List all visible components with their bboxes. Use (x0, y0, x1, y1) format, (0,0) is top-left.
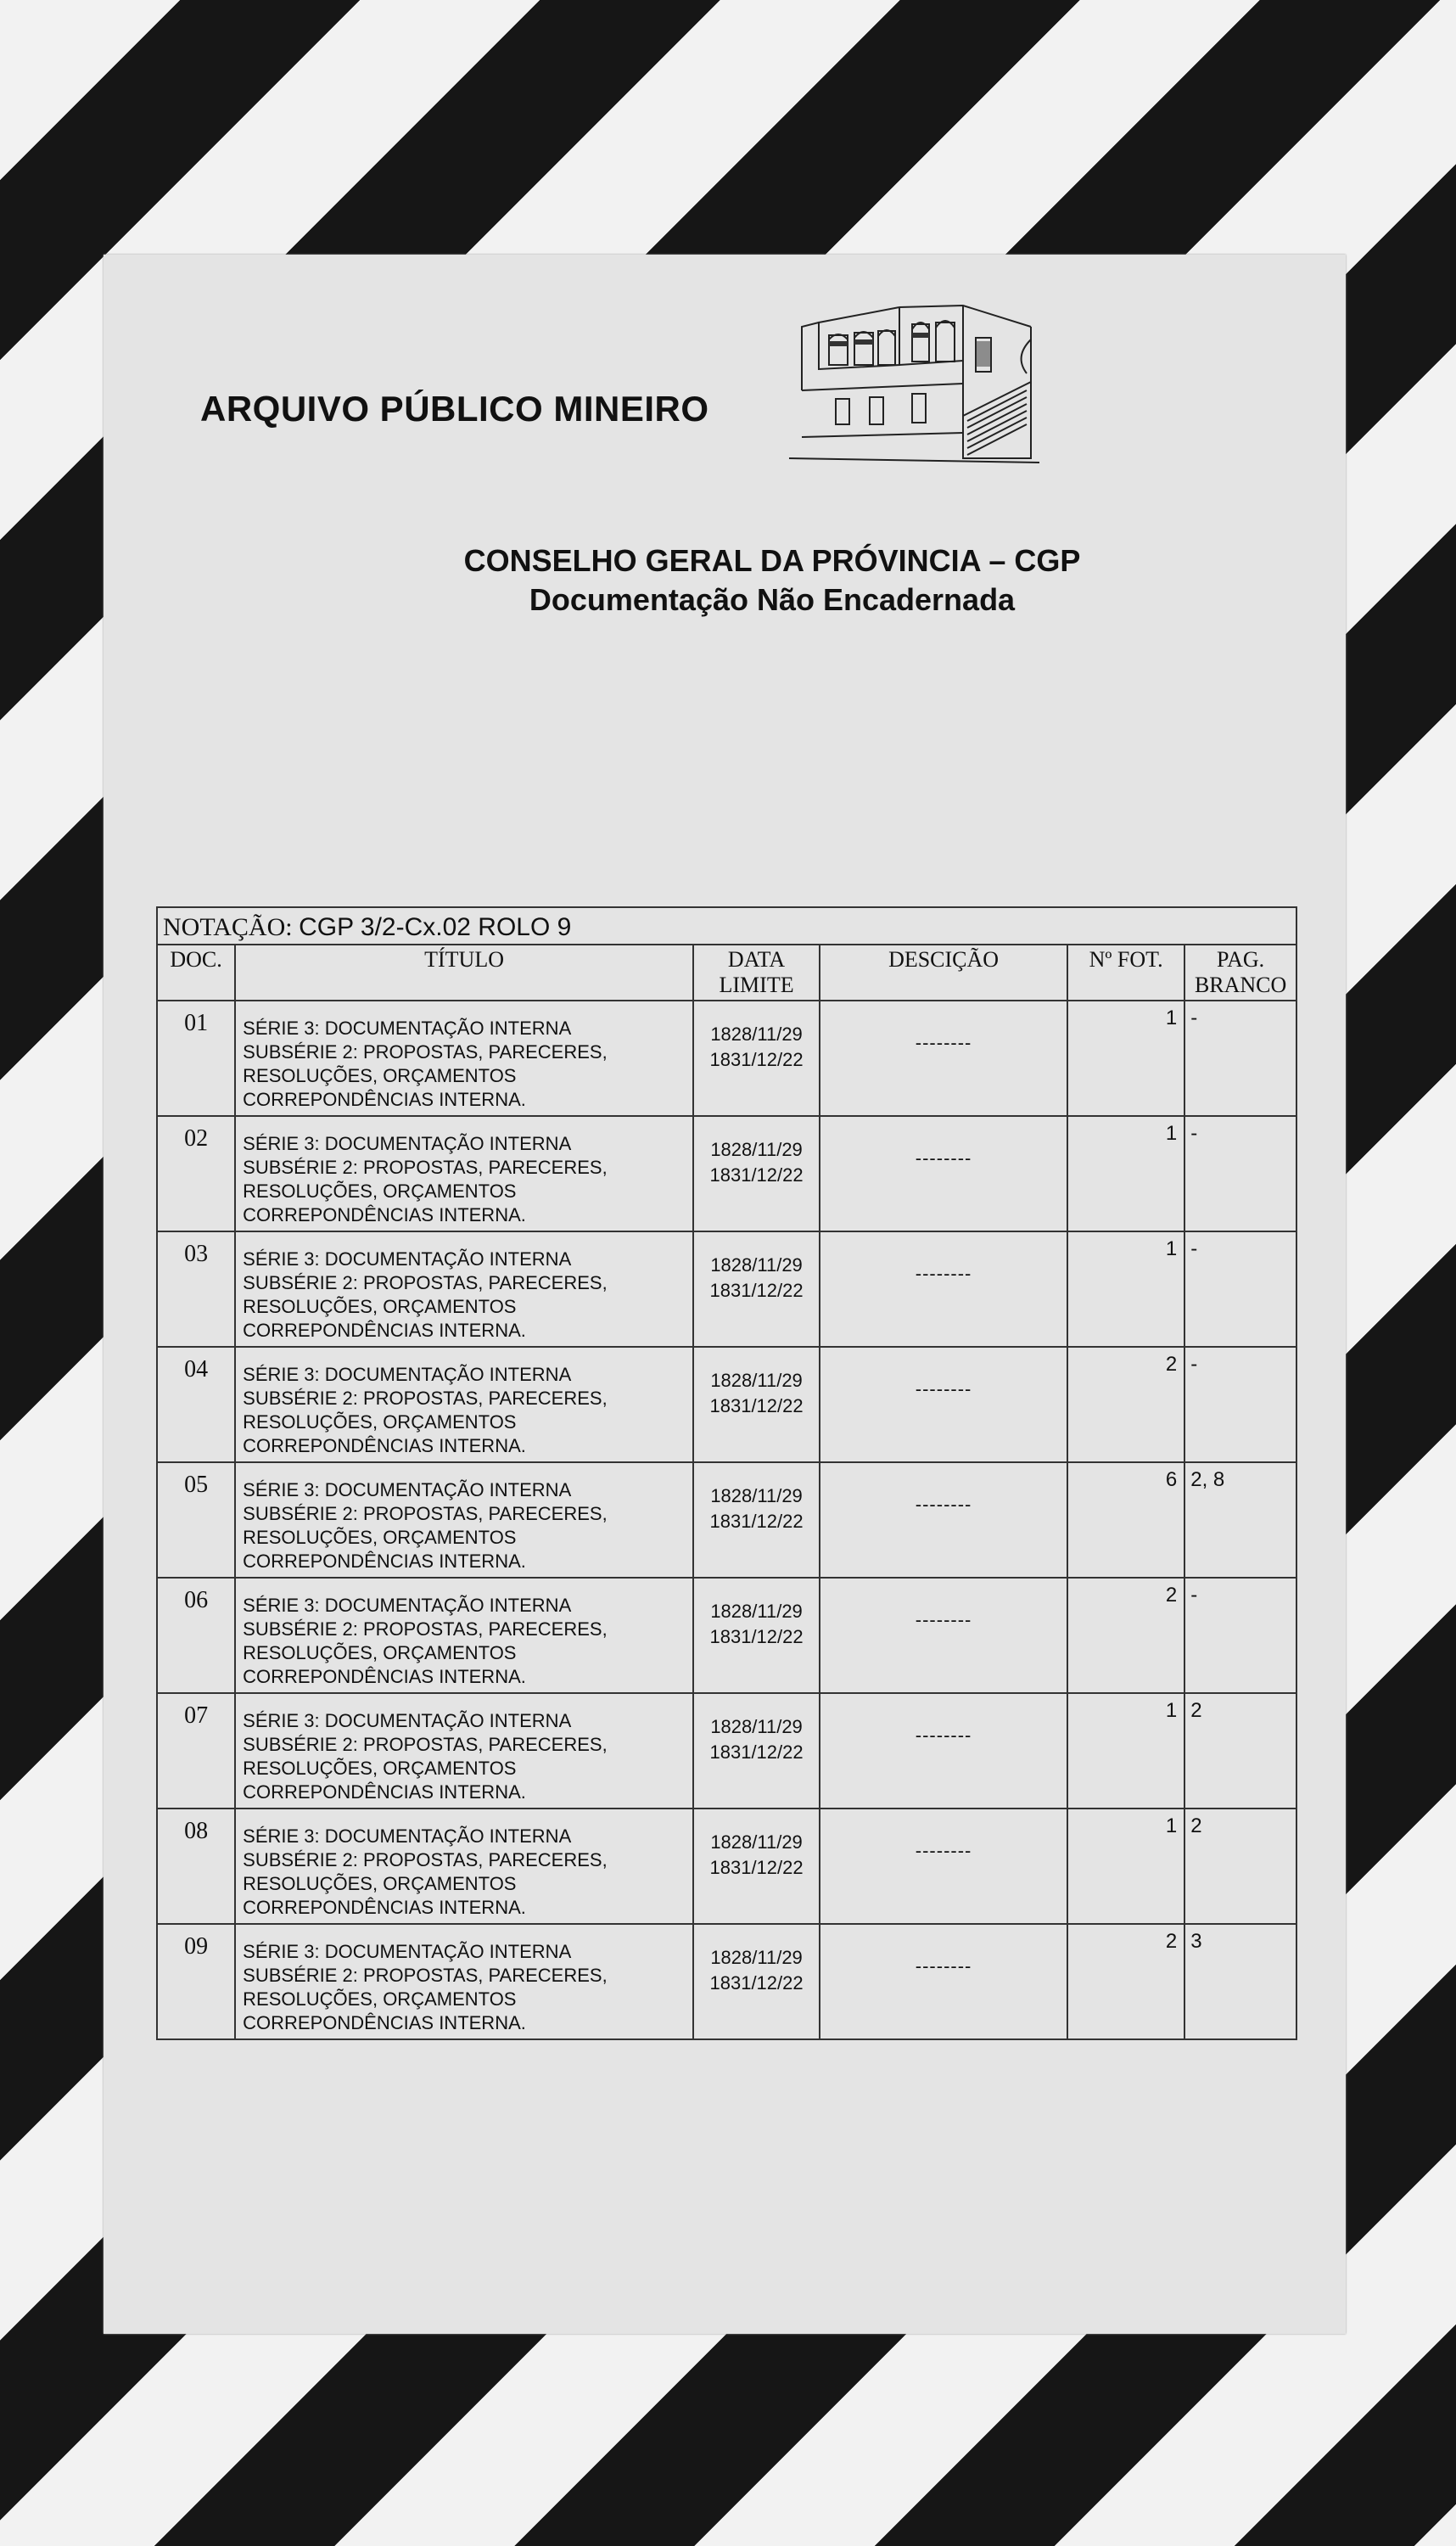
title-cell (235, 1693, 693, 1809)
blank-pages-cell: 2 (1184, 1693, 1296, 1809)
title-cell (235, 1001, 693, 1116)
archive-title: ARQUIVO PÚBLICO MINEIRO (200, 389, 709, 429)
date-cell (693, 1924, 820, 2039)
date-end: 1831/12/22 (709, 1164, 804, 1186)
date-cell (693, 1693, 820, 1809)
description-cell: -------- (820, 1347, 1067, 1462)
date-end: 1831/12/22 (709, 1972, 804, 1994)
title-line-subserie: SUBSÉRIE 2: PROPOSTAS, PARECERES, (243, 1388, 608, 1409)
title-cell (235, 1116, 693, 1231)
building-logo-icon (785, 289, 1048, 501)
col-header-titulo: TÍTULO (235, 945, 693, 1001)
title-line-resolucoes: RESOLUÇÕES, ORÇAMENTOS (243, 1527, 517, 1548)
date-cell (693, 1231, 820, 1347)
date-start: 1828/11/29 (710, 1023, 803, 1045)
title-line-serie: SÉRIE 3: DOCUMENTAÇÃO INTERNA (243, 1364, 572, 1385)
title-line-correspondencias: CORREPONDÊNCIAS INTERNA. (243, 1666, 526, 1687)
title-line-correspondencias: CORREPONDÊNCIAS INTERNA. (243, 1089, 526, 1110)
blank-pages-cell: - (1184, 1347, 1296, 1462)
description-cell: -------- (820, 1809, 1067, 1924)
title-cell (235, 1347, 693, 1462)
col-header-doc: DOC. (157, 945, 235, 1001)
date-cell (693, 1116, 820, 1231)
description-cell: -------- (820, 1116, 1067, 1231)
title-line-serie: SÉRIE 3: DOCUMENTAÇÃO INTERNA (243, 1825, 572, 1847)
title-line-subserie: SUBSÉRIE 2: PROPOSTAS, PARECERES, (243, 1734, 608, 1755)
title-line-correspondencias: CORREPONDÊNCIAS INTERNA. (243, 1204, 526, 1225)
table-row (157, 1462, 1296, 1578)
doc-number: 06 (157, 1578, 235, 1693)
blank-pages-cell: - (1184, 1116, 1296, 1231)
doc-number: 07 (157, 1693, 235, 1809)
table-row (157, 1924, 1296, 2039)
table-row (157, 1231, 1296, 1347)
table-row (157, 1116, 1296, 1231)
photo-count-cell: 1 (1067, 1693, 1184, 1809)
col-header-pag-line2: BRANCO (1194, 973, 1287, 997)
blank-pages-cell: - (1184, 1231, 1296, 1347)
title-cell (235, 1578, 693, 1693)
title-line-resolucoes: RESOLUÇÕES, ORÇAMENTOS (243, 1411, 517, 1433)
date-start: 1828/11/29 (710, 1139, 803, 1160)
title-line-correspondencias: CORREPONDÊNCIAS INTERNA. (243, 1781, 526, 1803)
date-end: 1831/12/22 (709, 1511, 804, 1532)
date-start: 1828/11/29 (710, 1947, 803, 1968)
doc-number: 01 (157, 1001, 235, 1116)
date-start: 1828/11/29 (710, 1254, 803, 1276)
doc-number: 04 (157, 1347, 235, 1462)
title-line-subserie: SUBSÉRIE 2: PROPOSTAS, PARECERES, (243, 1157, 608, 1178)
doc-number: 02 (157, 1116, 235, 1231)
date-start: 1828/11/29 (710, 1370, 803, 1391)
blank-pages-cell: - (1184, 1001, 1296, 1116)
photo-count-cell: 2 (1067, 1347, 1184, 1462)
title-line-subserie: SUBSÉRIE 2: PROPOSTAS, PARECERES, (243, 1503, 608, 1524)
description-cell: -------- (820, 1693, 1067, 1809)
title-line-resolucoes: RESOLUÇÕES, ORÇAMENTOS (243, 1296, 517, 1317)
title-line-serie: SÉRIE 3: DOCUMENTAÇÃO INTERNA (243, 1941, 572, 1962)
date-end: 1831/12/22 (709, 1741, 804, 1763)
date-start: 1828/11/29 (710, 1831, 803, 1853)
date-cell (693, 1001, 820, 1116)
title-line-subserie: SUBSÉRIE 2: PROPOSTAS, PARECERES, (243, 1618, 608, 1640)
title-line-correspondencias: CORREPONDÊNCIAS INTERNA. (243, 1897, 526, 1918)
photo-count-cell: 1 (1067, 1001, 1184, 1116)
title-line-correspondencias: CORREPONDÊNCIAS INTERNA. (243, 2012, 526, 2033)
notation-label: NOTAÇÃO: (163, 913, 293, 941)
description-cell: -------- (820, 1924, 1067, 2039)
title-line-correspondencias: CORREPONDÊNCIAS INTERNA. (243, 1551, 526, 1572)
description-cell: -------- (820, 1578, 1067, 1693)
col-header-data-line1: DATA (727, 947, 786, 972)
title-line-resolucoes: RESOLUÇÕES, ORÇAMENTOS (243, 1065, 517, 1086)
title-line-resolucoes: RESOLUÇÕES, ORÇAMENTOS (243, 1180, 517, 1202)
title-cell (235, 1809, 693, 1924)
date-end: 1831/12/22 (709, 1626, 804, 1647)
title-line-subserie: SUBSÉRIE 2: PROPOSTAS, PARECERES, (243, 1849, 608, 1870)
table-row (157, 1347, 1296, 1462)
date-cell (693, 1347, 820, 1462)
date-cell (693, 1809, 820, 1924)
title-line-serie: SÉRIE 3: DOCUMENTAÇÃO INTERNA (243, 1248, 572, 1270)
blank-pages-cell: 2 (1184, 1809, 1296, 1924)
table-row (157, 1578, 1296, 1693)
description-cell: -------- (820, 1462, 1067, 1578)
notation-row (157, 907, 1296, 945)
title-cell (235, 1924, 693, 2039)
title-line-serie: SÉRIE 3: DOCUMENTAÇÃO INTERNA (243, 1710, 572, 1731)
photo-count-cell: 1 (1067, 1809, 1184, 1924)
col-header-data-line2: LIMITE (719, 973, 794, 997)
title-cell (235, 1231, 693, 1347)
photo-count-cell: 2 (1067, 1578, 1184, 1693)
table-row (157, 1693, 1296, 1809)
col-header-descricao: DESCIÇÃO (820, 945, 1067, 1001)
title-line-serie: SÉRIE 3: DOCUMENTAÇÃO INTERNA (243, 1595, 572, 1616)
photo-count-cell: 1 (1067, 1116, 1184, 1231)
col-header-pag-line1: PAG. (1217, 947, 1265, 972)
date-end: 1831/12/22 (709, 1857, 804, 1878)
blank-pages-cell: 3 (1184, 1924, 1296, 2039)
title-cell (235, 1462, 693, 1578)
blank-pages-cell: 2, 8 (1184, 1462, 1296, 1578)
photo-count-cell: 2 (1067, 1924, 1184, 2039)
title-line-resolucoes: RESOLUÇÕES, ORÇAMENTOS (243, 1988, 517, 2010)
collection-subtitle: Documentação Não Encadernada (529, 582, 1016, 617)
date-cell (693, 1462, 820, 1578)
blank-pages-cell: - (1184, 1578, 1296, 1693)
date-end: 1831/12/22 (709, 1049, 804, 1070)
title-line-subserie: SUBSÉRIE 2: PROPOSTAS, PARECERES, (243, 1965, 608, 1986)
inventory-table (156, 906, 1297, 2040)
title-line-serie: SÉRIE 3: DOCUMENTAÇÃO INTERNA (243, 1133, 572, 1154)
photo-count-cell: 1 (1067, 1231, 1184, 1347)
title-line-resolucoes: RESOLUÇÕES, ORÇAMENTOS (243, 1873, 517, 1894)
description-cell: -------- (820, 1001, 1067, 1116)
date-end: 1831/12/22 (709, 1395, 804, 1416)
doc-number: 05 (157, 1462, 235, 1578)
date-start: 1828/11/29 (710, 1601, 803, 1622)
date-start: 1828/11/29 (710, 1716, 803, 1737)
notation-value: CGP 3/2-Cx.02 ROLO 9 (299, 913, 572, 941)
title-line-resolucoes: RESOLUÇÕES, ORÇAMENTOS (243, 1642, 517, 1663)
description-cell: -------- (820, 1231, 1067, 1347)
council-heading: CONSELHO GERAL DA PRÓVINCIA – CGP (463, 543, 1081, 578)
title-line-serie: SÉRIE 3: DOCUMENTAÇÃO INTERNA (243, 1018, 572, 1039)
title-line-subserie: SUBSÉRIE 2: PROPOSTAS, PARECERES, (243, 1272, 608, 1293)
title-line-correspondencias: CORREPONDÊNCIAS INTERNA. (243, 1435, 526, 1456)
table-row (157, 1809, 1296, 1924)
date-start: 1828/11/29 (710, 1485, 803, 1506)
title-line-correspondencias: CORREPONDÊNCIAS INTERNA. (243, 1320, 526, 1341)
col-header-data (693, 945, 820, 1001)
col-header-nfot: Nº FOT. (1067, 945, 1184, 1001)
date-cell (693, 1578, 820, 1693)
title-line-serie: SÉRIE 3: DOCUMENTAÇÃO INTERNA (243, 1479, 572, 1500)
title-line-subserie: SUBSÉRIE 2: PROPOSTAS, PARECERES, (243, 1041, 608, 1063)
table-row (157, 1001, 1296, 1116)
doc-number: 03 (157, 1231, 235, 1347)
doc-number: 09 (157, 1924, 235, 2039)
col-header-pag (1184, 945, 1296, 1001)
photo-count-cell: 6 (1067, 1462, 1184, 1578)
date-end: 1831/12/22 (709, 1280, 804, 1301)
title-line-resolucoes: RESOLUÇÕES, ORÇAMENTOS (243, 1758, 517, 1779)
doc-number: 08 (157, 1809, 235, 1924)
